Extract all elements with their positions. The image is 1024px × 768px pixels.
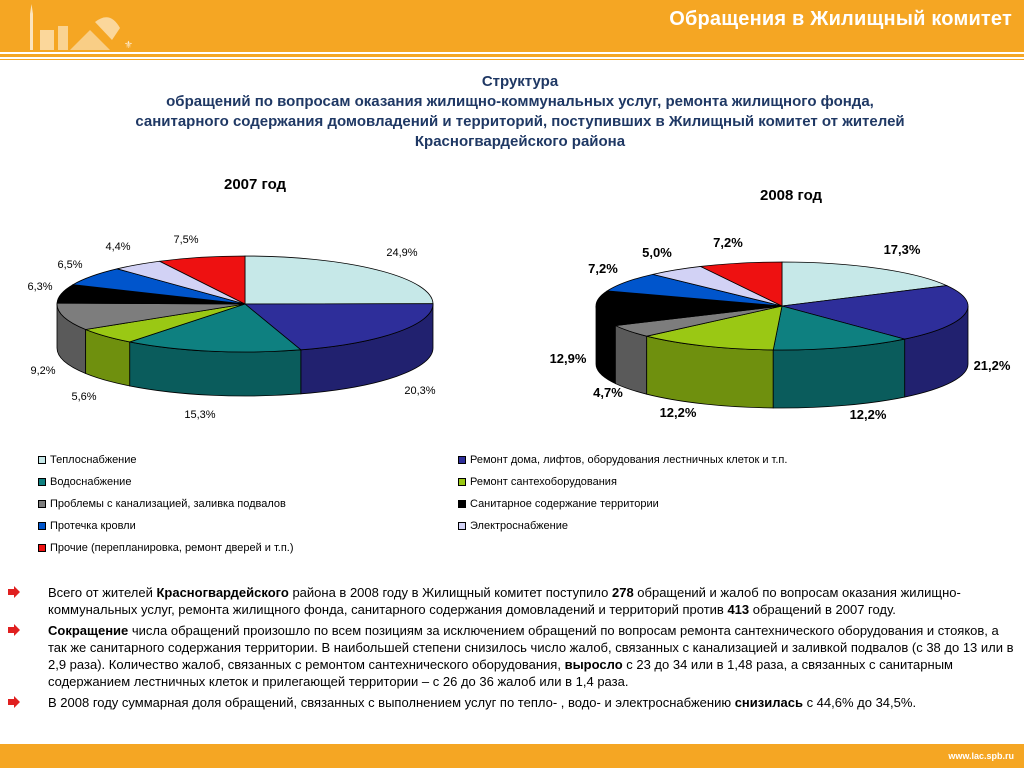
subtitle-line: Красногвардейского района	[414, 133, 626, 150]
legend-item	[38, 498, 286, 510]
summary-text	[48, 584, 1016, 715]
footer-site-link[interactable]: www.lac.spb.ru	[948, 751, 1014, 761]
legend-label: Ремонт дома, лифтов, оборудования лестничных клеток и т.п.	[470, 454, 788, 466]
pie-2007-label-0: 24,9%	[386, 247, 418, 259]
pie-2007-label-6: 6,5%	[57, 259, 83, 271]
legend-item	[38, 542, 294, 554]
pie-2008-label-2: 12,2%	[849, 407, 887, 422]
pie-2007-label-8: 7,5%	[173, 234, 199, 246]
footer-bar	[0, 744, 1024, 768]
legend-swatch	[38, 456, 46, 464]
legend-item	[458, 454, 787, 466]
legend-swatch	[458, 478, 466, 486]
legend-label: Водоснабжение	[50, 476, 132, 488]
legend-swatch	[458, 500, 466, 508]
pie-2007-label-4: 9,2%	[30, 365, 56, 377]
legend-label: Ремонт сантехоборудования	[470, 476, 617, 488]
page-title: Обращения в Жилищный комитет	[669, 8, 1012, 30]
arrow-bullet-icon	[8, 696, 20, 708]
legend-label: Прочие (перепланировка, ремонт дверей и т.п.)	[50, 542, 294, 554]
pie-2007-label-1: 20,3%	[404, 385, 436, 397]
arrow-bullet-icon	[8, 624, 20, 636]
legend-item	[38, 520, 136, 532]
pie-2008-label-5: 12,9%	[549, 351, 587, 366]
chart-2008-title: 2008 год	[760, 187, 823, 204]
legend-item	[458, 520, 568, 532]
pie-2007-label-2: 15,3%	[184, 409, 216, 421]
legend-swatch	[458, 522, 466, 530]
legend-swatch	[38, 544, 46, 552]
pie-2008-label-6: 7,2%	[588, 261, 618, 276]
pie-2007-label-7: 4,4%	[105, 241, 131, 253]
pie-2007-slice-0	[245, 256, 433, 304]
legend-swatch	[38, 478, 46, 486]
legend-item	[38, 454, 137, 466]
legend-label: Протечка кровли	[50, 520, 136, 532]
pie-2008-label-7: 5,0%	[642, 245, 672, 260]
subtitle-line: обращений по вопросам оказания жилищно-коммунальных услуг, ремонта жилищного фонда,	[166, 93, 874, 110]
pie-2007-label-3: 5,6%	[71, 391, 97, 403]
legend-item	[458, 476, 617, 488]
svg-text:⚜: ⚜	[124, 40, 133, 51]
legend-label: Теплоснабжение	[50, 454, 137, 466]
pie-2008-side-4	[615, 326, 646, 395]
summary-paragraph-1: Всего от жителей Красногвардейского района в 2008 году в Жилищный комитет поступило 278 обращений и жалоб по вопросам оказания жилищно-коммунальных услуг, ремонта жилищного фонда, санитарного содержания домовладений и территорий против 413 обращений в 2007 году.	[48, 584, 1016, 618]
legend-label: Санитарное содержание территории	[470, 498, 659, 510]
pie-2008-label-0: 17,3%	[883, 242, 921, 257]
pie-2008-label-4: 4,7%	[593, 385, 623, 400]
subtitle-line: Структура	[481, 73, 559, 90]
pie-2007-label-5: 6,3%	[27, 281, 53, 293]
arrow-bullet-icon	[8, 586, 20, 598]
chart-2007-title: 2007 год	[224, 176, 287, 193]
pie-2008-label-3: 12,2%	[659, 405, 697, 420]
legend-label: Проблемы с канализацией, заливка подвалов	[50, 498, 286, 510]
summary-paragraph-2: Сокращение числа обращений произошло по всем позициям за исключением обращений по вопросам ремонта сантехнического оборудования и стояков, а так же санитарного содержания территории. В наибольшей степени снизилось число жалоб, связанных с канализацией и заливкой подвалов (с 38 до 13 или в 2,9 раза). Количество жалоб, связанных с ремонтом сантехнического оборудования, выросло с 23 до 34 или в 1,48 раза, а связанных с санитарным содержанием лестничных клеток и прилегающей территории – с 26 до 36 жалоб или в 1,4 раза.	[48, 622, 1016, 690]
summary-paragraph-3: В 2008 году суммарная доля обращений, связанных с выполнением услуг по тепло- , водо- и электроснабжению снизилась с 44,6% до 34,5%.	[48, 694, 1016, 711]
pie-2008-label-8: 7,2%	[713, 235, 743, 250]
legend-swatch	[458, 456, 466, 464]
subtitle-line: санитарного содержания домовладений и территорий, поступивших в Жилищный комитет от жителей	[135, 113, 905, 130]
legend-label: Электроснабжение	[470, 520, 568, 532]
legend-swatch	[38, 522, 46, 530]
legend-item	[38, 476, 131, 488]
pie-2008-label-1: 21,2%	[973, 358, 1011, 373]
legend-item	[458, 498, 659, 510]
legend-swatch	[38, 500, 46, 508]
